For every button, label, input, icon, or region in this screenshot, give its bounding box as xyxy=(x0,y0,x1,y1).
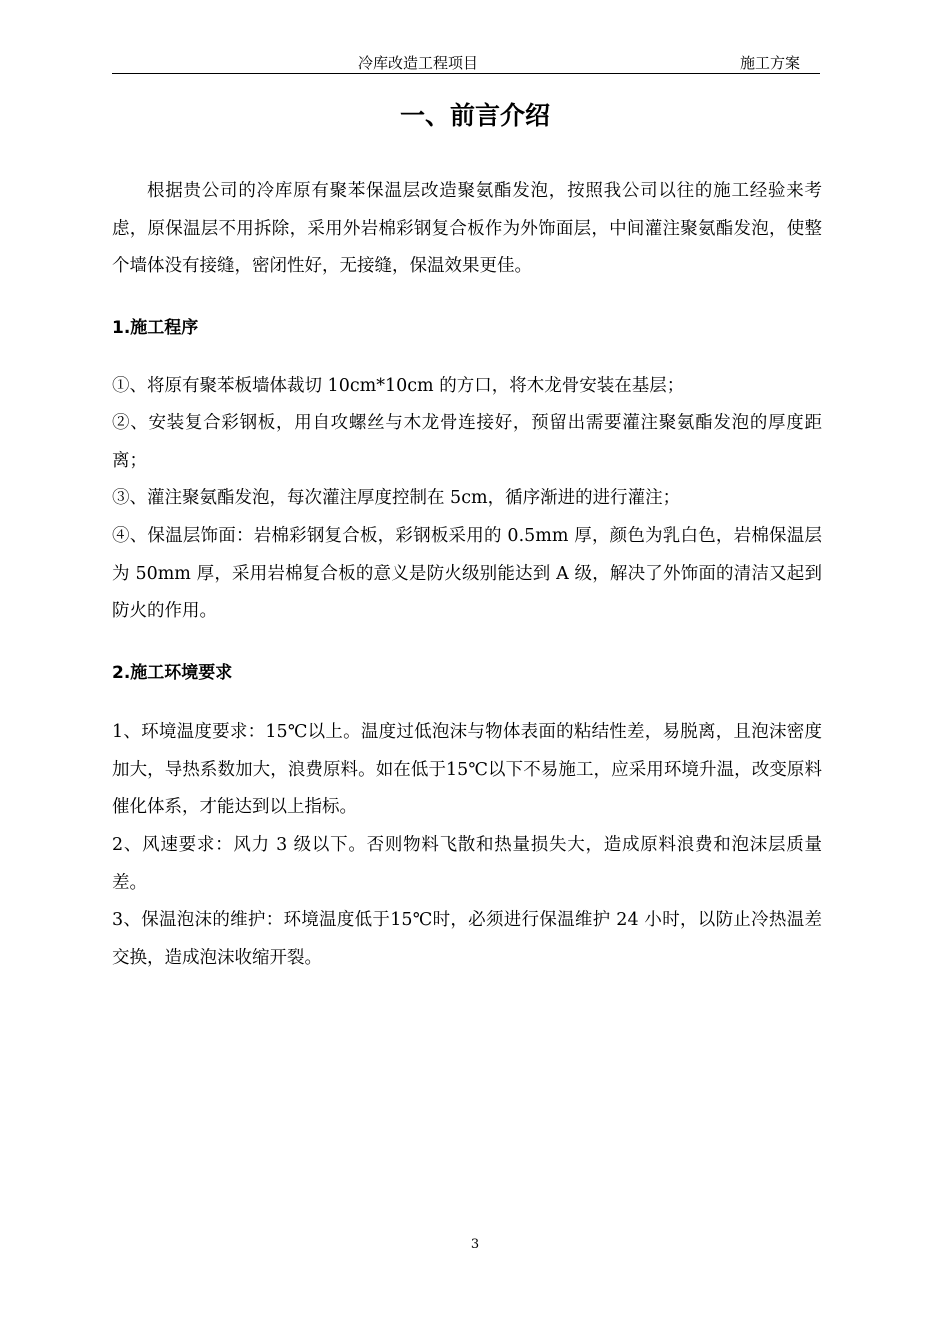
section-2-heading: 2.施工环境要求 xyxy=(112,663,233,683)
section-1-item-1: ①、将原有聚苯板墙体裁切 10cm*10cm 的方口，将木龙骨安装在基层； xyxy=(112,376,685,396)
header-project-name: 冷库改造工程项目 xyxy=(358,54,479,72)
section-2-item-2: 2、风速要求：风力 3 级以下。否则物料飞散和热量损失大，造成原料浪费和泡沫层质量差。 xyxy=(112,835,822,893)
header-divider xyxy=(112,73,820,74)
page-header xyxy=(112,52,820,74)
header-document-type: 施工方案 xyxy=(740,54,801,72)
intro-paragraph: 根据贵公司的冷库原有聚苯保温层改造聚氨酯发泡，按照我公司以往的施工经验来考虑，原保温层不用拆除，采用外岩棉彩钢复合板作为外饰面层，中间灌注聚氨酯发泡，使整个墙体没有接缝，密闭性好，无接缝，保温效果更佳。 xyxy=(112,181,822,276)
page-number: 3 xyxy=(470,1237,480,1252)
section-2-item-1: 1、环境温度要求：15℃以上。温度过低泡沫与物体表面的粘结性差，易脱离，且泡沫密度加大，导热系数加大，浪费原料。如在低于15℃以下不易施工，应采用环境升温，改变原料催化体系，才能达到以上指标。 xyxy=(112,722,822,817)
section-1-item-2: ②、安装复合彩钢板，用自攻螺丝与木龙骨连接好，预留出需要灌注聚氨酯发泡的厚度距离； xyxy=(112,413,822,471)
section-2-item-3: 3、保温泡沫的维护：环境温度低于15℃时，必须进行保温维护 24 小时，以防止冷热温差交换，造成泡沫收缩开裂。 xyxy=(112,910,822,968)
page-title: 一、前言介绍 xyxy=(399,101,550,130)
section-1-item-4: ④、保温层饰面：岩棉彩钢复合板，彩钢板采用的 0.5mm 厚，颜色为乳白色，岩棉保温层为 50mm 厚，采用岩棉复合板的意义是防火级别能达到 A 级，解决了外饰面的清洁又起到防火的作用。 xyxy=(112,526,822,621)
section-1-heading: 1.施工程序 xyxy=(112,318,199,338)
section-1-item-3: ③、灌注聚氨酯发泡，每次灌注厚度控制在 5cm，循序渐进的进行灌注； xyxy=(112,488,681,508)
